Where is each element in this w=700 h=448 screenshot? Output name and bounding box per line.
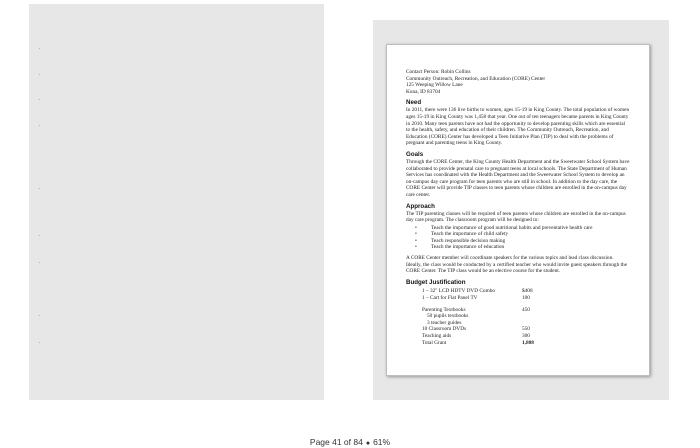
budget-row [422,295,630,302]
page-mark [39,342,40,343]
budget-total-row [422,340,630,347]
goals-paragraph: Through the CORE Center, the King County Health Department and the Sweetwater School System have collaborated to provide prenatal care to pregnant teens at local schools. The State Department of Human Services has coordinated with the Health Department and the Sweetwater School System to develop an on-campus day care program for teen parents who are still in school. In addition to the day care, the CORE Center will provide TIP classes to teen parents whose children are enrolled in the on-campus day care center. [406,158,630,198]
page-mark [39,74,40,75]
budget-amount: $408 [522,288,533,295]
separator-dot-icon: ● [365,440,371,447]
budget-item: 3 teacher guides [427,319,462,326]
budget-row [422,320,630,327]
budget-amount: 100 [522,294,530,301]
budget-amount: 450 [522,306,530,313]
previous-page-pane[interactable] [29,4,324,400]
bullet-item: • Teach the importance of good nutritional habits and preventative health care [406,225,630,232]
budget-row [422,307,630,314]
budget-amount: 550 [522,326,530,333]
page-mark [39,315,40,316]
goals-heading: Goals [406,150,424,158]
budget-row [422,288,630,295]
page-content [406,69,630,346]
budget-item: Total Grant [422,339,447,346]
budget-heading: Budget Justification [406,278,466,286]
page-indicator: Page 41 of 84 [309,437,363,447]
approach-closing: A CORE Center member will coordinate speakers for the various topics and lead class discussion. Ideally, the class would be conducted by a certified teacher who would invite guest speakers through the CORE Center. The TIP class would be an elective course for the student. [406,255,628,275]
budget-item: Teaching aids [422,332,452,339]
budget-item: 10 Classroom DVDs [422,326,467,333]
need-paragraph: In 2011, there were 136 live births to women, ages 15-19 in King County. The total population of women ages 15-19 in King County was 1,458 that year. One out of ten teenagers became parents in King County in 2010. Many teen parents have not had the opportunity to develop parenting skills which are essential to the health, safety, and education of their children. The Community Outreach, Recreation, and Education (CORE) Center has developed a Teen Initiative Plan (TIP) to deal with the problems of pregnant and parenting teens in King County. [406,107,630,147]
status-bar [0,437,700,447]
budget-amount [522,313,552,320]
budget-item: 1 – 32" LCD HDTV DVD Combo [422,288,495,295]
contact-line: Contact Person: Robin Collins [406,69,471,75]
contact-line: 125 Weeping Willow Lane [406,82,463,89]
page-mark [39,99,40,100]
bullet-item: • Teach the importance of child safety [406,231,630,238]
approach-intro: The TIP parenting classes will be required of teen parents whose children are enrolled in the on-campus day care program. The classroom program will be designed to: [406,210,626,224]
budget-amount: 1,808 [522,339,534,346]
page-mark [39,48,40,49]
budget-row [422,333,630,340]
approach-bullets [406,225,630,251]
approach-heading: Approach [406,202,435,210]
budget-item: 50 pupils textbooks [427,313,469,320]
budget-row [422,326,630,333]
budget-item: Parenting Textbooks [422,306,466,313]
page-mark [39,125,40,126]
page-mark [39,235,40,236]
document-page[interactable] [386,44,650,376]
contact-line: Community Outreach, Recreation, and Education (CORE) Center [406,75,546,82]
bullet-item: • Teach responsible decision making [406,238,630,245]
bullet-item: • Teach the importance of education [406,244,630,251]
contact-block [406,69,630,95]
budget-table [406,288,630,346]
budget-item: 1 – Cart for Flat Panel TV [422,294,478,301]
page-mark [39,262,40,263]
need-heading: Need [406,99,422,107]
page-mark [39,188,40,189]
budget-row [422,313,630,320]
zoom-level[interactable]: 61% [373,437,391,447]
budget-amount [522,320,552,327]
budget-amount: 300 [522,332,530,339]
contact-line: Kuna, ID 83704 [406,88,441,95]
